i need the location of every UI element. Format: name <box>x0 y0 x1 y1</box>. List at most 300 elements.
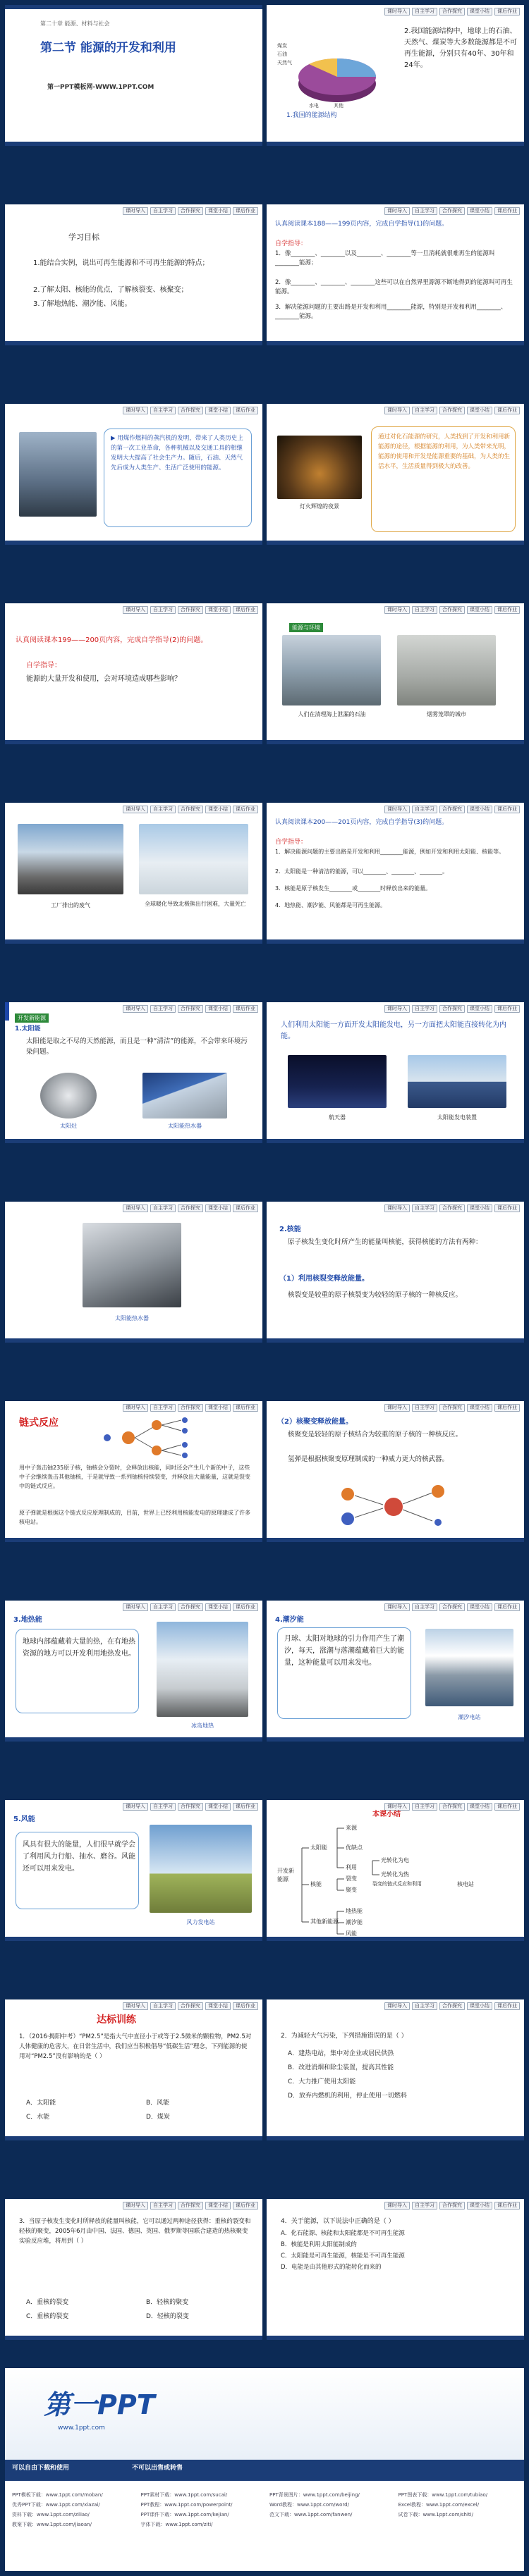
slide-24 <box>267 2199 524 2340</box>
solar-text: 太阳能是取之不尽的天然能源，而且是一种“清洁”的能源，不会带来环境污染问题。 <box>26 1037 248 1056</box>
footer-links <box>12 2491 520 2528</box>
nav-item[interactable]: 合作探究 <box>178 1603 203 1611</box>
nav-item[interactable]: 课时导入 <box>384 407 410 414</box>
solar-heading: 1.太阳能 <box>15 1025 41 1033</box>
nav-item[interactable]: 课时导入 <box>123 1603 148 1611</box>
option[interactable]: A．太阳能 <box>26 2100 56 2107</box>
nav-item[interactable]: 课堂小结 <box>467 2202 492 2210</box>
slide-21 <box>5 1999 262 2140</box>
bottom-bar <box>5 2136 262 2140</box>
nav-item[interactable]: 课时导入 <box>123 1005 148 1013</box>
nav-item[interactable]: 自主学习 <box>150 2002 176 2010</box>
nav-item[interactable]: 自主学习 <box>412 806 437 813</box>
geothermal-text: 地球内部蕴藏着大量的热，在有地热资源的地方可以开发利用地热发电。 <box>23 1638 135 1658</box>
wind-farm-caption: 风力发电站 <box>186 1919 215 1925</box>
option[interactable]: C．水能 <box>26 2114 50 2121</box>
oil-spill-caption: 人们在清理海上泄漏的石油 <box>298 711 366 717</box>
nav-item[interactable]: 课后作业 <box>494 2002 520 2010</box>
nav-item[interactable]: 课时导入 <box>384 2202 410 2210</box>
option[interactable]: B．改进消烟和除尘装置，提高其性能 <box>288 2064 394 2071</box>
pie-label: 其他 <box>334 103 343 109</box>
nav-item[interactable]: 自主学习 <box>412 207 437 215</box>
objective-item: 1.能结合实例，说出可再生能源和不可再生能源的特点； <box>33 259 209 267</box>
footer-notice: 可以自由下载和使用 <box>12 2465 70 2472</box>
nav-item[interactable]: 课堂小结 <box>467 1603 492 1611</box>
bottom-bar <box>267 1338 524 1343</box>
nav-item[interactable]: 合作探究 <box>178 806 203 813</box>
nav-item[interactable]: 合作探究 <box>439 2202 465 2210</box>
question-text: 4．关于能源，以下说法中正确的是（ ） <box>281 2218 395 2225</box>
bottom-bar <box>267 541 524 545</box>
objectives-heading: 学习目标 <box>68 233 99 242</box>
nav-item[interactable]: 课堂小结 <box>205 1803 231 1811</box>
reading-instruction: 认真阅读课本188——199页内容，完成自学指导(1)的问题。 <box>275 221 449 228</box>
nav-item[interactable]: 自主学习 <box>150 1404 176 1412</box>
solar-heater-caption: 太阳能热水器 <box>168 1123 202 1129</box>
wind-farm-image <box>150 1825 252 1913</box>
nav-item[interactable]: 课后作业 <box>233 1005 258 1013</box>
option[interactable]: C．太阳能是可再生能源，核能是不可再生能源 <box>281 2253 405 2260</box>
tree-leaf: 地热能 <box>346 1908 363 1914</box>
nav-bar <box>123 207 258 215</box>
bottom-bar <box>5 1737 262 1742</box>
tidal-station-caption: 潮汐电站 <box>458 1714 481 1720</box>
nav-item[interactable]: 课后作业 <box>494 207 520 215</box>
pie-label: 石油 <box>277 51 287 57</box>
tree-leaf: 核电站 <box>457 1881 474 1887</box>
nav-item[interactable]: 自主学习 <box>150 407 176 414</box>
geyser-caption: 冰岛地热 <box>191 1723 214 1729</box>
footer-link[interactable]: 范文下载：www.1ppt.com/fanwen/ <box>269 2512 353 2518</box>
bottom-bar <box>267 2136 524 2140</box>
slide-12 <box>267 1002 524 1143</box>
guide-label: 自学指导： <box>275 240 308 247</box>
wind-text: 风具有很大的能量，人们很早就学会了利用风力行船、抽水、磨谷。风能还可以用来发电。 <box>23 1841 135 1873</box>
nav-item[interactable]: 课时导入 <box>384 1404 410 1412</box>
pie-label: 天然气 <box>277 60 292 66</box>
energy-pie-chart <box>274 26 401 125</box>
nav-bar <box>384 606 520 614</box>
slide-16 <box>267 1401 524 1542</box>
polar-bear-caption: 全球暖化导致北极熊出行困难，大量死亡 <box>145 901 246 907</box>
footer-link[interactable]: PPT模板下载：www.1ppt.com/moban/ <box>12 2492 103 2498</box>
nav-item[interactable]: 课堂小结 <box>205 2202 231 2210</box>
factory-exhaust-caption: 工厂排出的废气 <box>51 902 90 908</box>
guide-question: 能源的大量开发和使用，会对环境造成哪些影响？ <box>26 675 181 683</box>
nav-bar <box>123 806 258 813</box>
nav-item[interactable]: 课时导入 <box>123 1204 148 1212</box>
spacecraft-image <box>288 1055 387 1108</box>
nav-item[interactable]: 自主学习 <box>412 2202 437 2210</box>
nav-item[interactable]: 课后作业 <box>494 1803 520 1811</box>
nav-item[interactable]: 课后作业 <box>494 407 520 414</box>
nav-item[interactable]: 课后作业 <box>494 2202 520 2210</box>
nav-item[interactable]: 课时导入 <box>384 1204 410 1212</box>
tree-root: 开发新能源 <box>277 1868 294 1882</box>
option[interactable]: A．化石能源、核能和太阳能都是不可再生能源 <box>281 2230 405 2237</box>
nav-item[interactable]: 合作探究 <box>439 2002 465 2010</box>
footer-link[interactable]: PPT教程：www.1ppt.com/powerpoint/ <box>140 2502 233 2508</box>
top-bar <box>5 5 262 9</box>
slide-22 <box>267 1999 524 2140</box>
footer-link[interactable]: PPT课件下载：www.1ppt.com/kejian/ <box>140 2512 229 2518</box>
nav-item[interactable]: 合作探究 <box>178 1803 203 1811</box>
tree-leaf: 潮汐能 <box>346 1919 363 1925</box>
guide-item: 2．太阳能是一种清洁的能源，可以________、________、________。 <box>275 868 449 875</box>
tree-leaf: 来源 <box>346 1825 357 1831</box>
nav-item[interactable]: 课堂小结 <box>205 606 231 614</box>
slide-10 <box>267 803 524 944</box>
slide-4 <box>267 204 524 345</box>
option[interactable]: A．建热电站，集中对企业或居民供热 <box>288 2050 394 2057</box>
solar-use-text: 人们利用太阳能一方面开发太阳能发电，另一方面把太阳能直接转化为内能。 <box>281 1021 506 1040</box>
question-text: 1．（2016·揭阳中考）“PM2.5”是指大气中直径小于或等于2.5微米的颗粒物，PM2.5对人体健康的危害大，在日常生活中，我们应当积极倡导“低碳生活”理念，下列能源的使用对“PM2.5”没有影响的是（ ） <box>19 2033 252 2060</box>
bottom-bar <box>5 1139 262 1143</box>
factory-smoke-image <box>19 432 97 517</box>
nav-item[interactable]: 课堂小结 <box>205 407 231 414</box>
nav-item[interactable]: 课后作业 <box>233 1603 258 1611</box>
nav-item[interactable]: 课时导入 <box>384 207 410 215</box>
footer-link[interactable]: 优秀PPT下载：www.1ppt.com/xiazai/ <box>12 2502 100 2508</box>
tree-leaf: 风能 <box>346 1930 357 1937</box>
nav-item[interactable]: 自主学习 <box>412 1603 437 1611</box>
bottom-bar <box>5 939 262 944</box>
nuclear-text: 原子核发生变化时所产生的能量叫核能，获得核能的方法有两种： <box>288 1238 482 1246</box>
nav-item[interactable]: 自主学习 <box>150 1803 176 1811</box>
footer-link[interactable]: Word教程：www.1ppt.com/word/ <box>269 2502 349 2508</box>
nav-bar <box>384 806 520 813</box>
nav-item[interactable]: 合作探究 <box>439 1005 465 1013</box>
guide-item: 2．像________、________、________这些可以在自然界里源源不断地得到的能源叫可再生能源。 <box>275 279 513 295</box>
brand-text: 第一PPT模板网-WWW.1PPT.COM <box>47 84 154 91</box>
nav-item[interactable]: 课时导入 <box>384 1803 410 1811</box>
bottom-bar <box>267 939 524 944</box>
slide-20 <box>267 1800 524 1941</box>
nav-item[interactable]: 课时导入 <box>384 806 410 813</box>
option[interactable]: C．重核的裂变 <box>26 2313 69 2320</box>
nav-item[interactable]: 课时导入 <box>123 806 148 813</box>
solar-water-heater-caption: 太阳能热水器 <box>115 1315 149 1321</box>
slide-17 <box>5 1601 262 1742</box>
pie-label: 水电 <box>309 103 319 109</box>
nav-item[interactable]: 课后作业 <box>233 207 258 215</box>
nav-item[interactable]: 自主学习 <box>150 1204 176 1212</box>
nav-item[interactable]: 自主学习 <box>150 606 176 614</box>
slide-3 <box>5 204 262 345</box>
tree-node-other: 其他新能源 <box>310 1918 339 1925</box>
slide-14 <box>267 1202 524 1343</box>
nav-item[interactable]: 自主学习 <box>412 2002 437 2010</box>
nav-bar <box>384 1603 520 1611</box>
slide-7 <box>5 603 262 744</box>
tidal-text: 月球、太阳对地球的引力作用产生了潮汐，每天，涨潮与落潮蕴藏着巨大的能量，这种能量可以用来发电。 <box>284 1635 404 1667</box>
footer-link[interactable]: PPT素材下载：www.1ppt.com/sucai/ <box>140 2492 228 2498</box>
nav-bar <box>384 1204 520 1212</box>
nav-item[interactable]: 课堂小结 <box>205 1204 231 1212</box>
question-text: 3．当原子核发生变化时所释放的能量叫核能，它可以通过两种途径获得：重核的裂变和轻核的聚变，2005年6月由中国、法国、德国、英国、俄罗斯等国联合建造的热核聚变实验反应堆，将用到（ ） <box>19 2218 251 2245</box>
footer-url[interactable]: www.1ppt.com <box>58 2424 105 2432</box>
bottom-bar <box>267 740 524 744</box>
oil-spill-image <box>282 635 381 705</box>
slide-15 <box>5 1401 262 1542</box>
bottom-bar <box>5 740 262 744</box>
nav-bar <box>123 1603 258 1611</box>
option[interactable]: D．放弃内燃机的利用，停止使用一切燃料 <box>288 2093 407 2100</box>
nav-item[interactable]: 课后作业 <box>494 1005 520 1013</box>
nav-item[interactable]: 合作探究 <box>439 1204 465 1212</box>
footer-panel <box>5 2368 524 2571</box>
nav-item[interactable]: 课时导入 <box>123 1404 148 1412</box>
footer-link[interactable]: PPT背景图片：www.1ppt.com/beijing/ <box>269 2492 360 2498</box>
nav-bar <box>123 2202 258 2210</box>
slide-8 <box>267 603 524 744</box>
nav-item[interactable]: 自主学习 <box>412 1803 437 1811</box>
nav-item[interactable]: 课后作业 <box>233 806 258 813</box>
nav-item[interactable]: 自主学习 <box>150 806 176 813</box>
nav-item[interactable]: 课后作业 <box>233 1204 258 1212</box>
nav-item[interactable]: 课时导入 <box>384 8 410 16</box>
nav-item[interactable]: 自主学习 <box>412 1005 437 1013</box>
nav-item[interactable]: 合作探究 <box>178 1404 203 1412</box>
bottom-bar <box>5 1937 262 1941</box>
objective-item: 2.了解太阳、核能的优点，了解核裂变、核聚变； <box>33 286 188 294</box>
nav-item[interactable]: 课时导入 <box>123 606 148 614</box>
footer-link[interactable]: 试卷下载：www.1ppt.com/shiti/ <box>398 2512 473 2518</box>
bottom-bar <box>267 142 524 146</box>
tree-leaf: 利用 <box>346 1864 357 1871</box>
guide-item: 1．解决能源问题的主要出路是开发和利用________能源，例如开发和利用太阳能、核能等。 <box>275 849 505 855</box>
nav-item[interactable]: 课后作业 <box>494 1404 520 1412</box>
pie-label: 煤炭 <box>277 43 287 49</box>
bottom-bar <box>267 1937 524 1941</box>
footer-logo: 第一PPT <box>44 2389 155 2420</box>
nav-bar <box>384 1005 520 1013</box>
energy-structure-text: 2.我国能源结构中，地球上的石油、天然气、煤炭等大多数能源都是不可再生能源，分别只有40年、30年和24年。 <box>404 27 517 69</box>
nav-item[interactable]: 课堂小结 <box>467 1404 492 1412</box>
atomic-bomb-text: 原子弹就是根据这个链式反应原理制成的，目前，世界上已经利用核能发电的原理建成了许多核电站。 <box>19 1510 250 1525</box>
tidal-heading: 4.潮汐能 <box>275 1616 304 1624</box>
nav-item[interactable]: 课时导入 <box>384 606 410 614</box>
chain-reaction-heading: 链式反应 <box>19 1417 59 1429</box>
solar-cooker-caption: 太阳灶 <box>60 1123 77 1129</box>
slide-11 <box>5 1002 262 1143</box>
nav-bar <box>123 1803 258 1811</box>
nav-item[interactable]: 课时导入 <box>384 1603 410 1611</box>
nav-bar <box>384 8 520 16</box>
fusion-text: 核聚变是较轻的原子核结合为较重的原子核的一种核反应。 <box>288 1431 463 1438</box>
nav-item[interactable]: 自主学习 <box>150 2202 176 2210</box>
bottom-bar <box>5 541 262 545</box>
footer-link[interactable]: PPT图表下载：www.1ppt.com/tubiao/ <box>398 2492 488 2498</box>
nav-item[interactable]: 课堂小结 <box>205 2002 231 2010</box>
option[interactable]: B．核能是利用太阳能制成的 <box>281 2241 357 2248</box>
nav-bar <box>123 1404 258 1412</box>
question-text: 2．为减轻大气污染，下列措施错误的是（ ） <box>281 2033 408 2040</box>
footer-link[interactable]: 字体下载：www.1ppt.com/ziti/ <box>140 2522 213 2527</box>
slide-1 <box>5 5 262 146</box>
wind-heading: 5.风能 <box>13 1816 35 1823</box>
slide-2 <box>267 5 524 146</box>
nav-bar <box>384 1803 520 1811</box>
nav-item[interactable]: 合作探究 <box>439 806 465 813</box>
solar-heater-image <box>142 1073 227 1118</box>
nav-item[interactable]: 合作探究 <box>178 407 203 414</box>
factory-exhaust-image <box>18 824 123 894</box>
guide-item: 1．像________、________以及________、________等一旦消耗就很难再生的能源叫________能源； <box>275 250 495 266</box>
reading-instruction: 认真阅读课本200——201页内容，完成自学指导(3)的问题。 <box>275 819 449 826</box>
guide-label: 自学指导： <box>275 839 308 846</box>
nav-item[interactable]: 课堂小结 <box>467 1204 492 1212</box>
nav-item[interactable]: 课堂小结 <box>467 207 492 215</box>
nav-item[interactable]: 课后作业 <box>233 2202 258 2210</box>
nav-item[interactable]: 合作探究 <box>439 1603 465 1611</box>
nav-item[interactable]: 自主学习 <box>412 1404 437 1412</box>
nav-item[interactable]: 课堂小结 <box>467 2002 492 2010</box>
nav-item[interactable]: 合作探究 <box>439 606 465 614</box>
nav-bar <box>384 2202 520 2210</box>
option[interactable]: A．重核的裂变 <box>26 2299 69 2306</box>
spacecraft-caption: 航天器 <box>329 1114 346 1121</box>
slide-19 <box>5 1800 262 1941</box>
nav-item[interactable]: 课堂小结 <box>205 806 231 813</box>
solar-cooker-image <box>40 1073 97 1118</box>
nav-item[interactable]: 合作探究 <box>439 1404 465 1412</box>
tree-leaf: 聚变 <box>346 1887 357 1893</box>
nav-item[interactable]: 合作探究 <box>178 1005 203 1013</box>
option[interactable]: D．电能是由其他形式的能转化而来的 <box>281 2264 382 2271</box>
nav-item[interactable]: 课堂小结 <box>467 1005 492 1013</box>
nav-bar <box>384 207 520 215</box>
option[interactable]: B．轻核的聚变 <box>146 2299 189 2306</box>
tree-leaf: 光转化为热 <box>381 1871 409 1878</box>
nav-item[interactable]: 自主学习 <box>412 606 437 614</box>
nav-item[interactable]: 课堂小结 <box>467 606 492 614</box>
nav-item[interactable]: 课时导入 <box>123 407 148 414</box>
nav-bar <box>384 1404 520 1412</box>
option[interactable]: B．风能 <box>146 2100 170 2107</box>
nav-item[interactable]: 课堂小结 <box>467 1803 492 1811</box>
bottom-bar <box>5 1538 262 1542</box>
nav-item[interactable]: 合作探究 <box>439 407 465 414</box>
nav-item[interactable]: 课时导入 <box>384 1005 410 1013</box>
chapter-title: 第二十章 能源、材料与社会 <box>40 20 110 27</box>
bottom-bar <box>5 1338 262 1343</box>
nav-item[interactable]: 合作探究 <box>178 606 203 614</box>
nav-item[interactable]: 课后作业 <box>233 1803 258 1811</box>
slide-5 <box>5 404 262 545</box>
nav-item[interactable]: 合作探究 <box>178 2002 203 2010</box>
slide-18 <box>267 1601 524 1742</box>
nav-item[interactable]: 课堂小结 <box>205 1404 231 1412</box>
nav-item[interactable]: 课时导入 <box>123 1803 148 1811</box>
pie-caption: 1.我国的能源结构 <box>286 112 337 119</box>
nav-item[interactable]: 合作探究 <box>439 207 465 215</box>
nav-item[interactable]: 课时导入 <box>384 2002 410 2010</box>
new-energy-text: 通过对化石能源的研究，人类找到了开发和利用新能源的途径，根据能源的利用，为人类带来光明，能源的使用和开发是能源重要的基础，为人类的生活水平，生活质量得到极大的改善。 <box>378 433 511 470</box>
nav-item[interactable]: 课后作业 <box>233 2002 258 2010</box>
nav-item[interactable]: 课时导入 <box>123 207 148 215</box>
nav-item[interactable]: 课时导入 <box>123 2002 148 2010</box>
nav-bar <box>123 606 258 614</box>
option[interactable]: D．煤炭 <box>146 2114 170 2121</box>
nav-item[interactable]: 课堂小结 <box>205 1005 231 1013</box>
nav-item[interactable]: 自主学习 <box>412 8 437 16</box>
slide-6 <box>267 404 524 545</box>
night-city-image <box>277 436 362 499</box>
bottom-bar <box>267 1737 524 1742</box>
nav-item[interactable]: 课后作业 <box>494 606 520 614</box>
hydrogen-bomb-text: 氢弹是根据核聚变原理制成的一种威力更大的核武器。 <box>288 1455 449 1463</box>
nav-item[interactable]: 自主学习 <box>412 407 437 414</box>
nav-item[interactable]: 合作探究 <box>439 8 465 16</box>
nav-item[interactable]: 课时导入 <box>123 2202 148 2210</box>
nav-bar <box>123 2002 258 2010</box>
bottom-bar <box>267 2336 524 2340</box>
nuclear-heading: 2.核能 <box>279 1226 301 1233</box>
guide-label: 自学指导： <box>26 662 61 670</box>
objective-item: 3.了解地热能、潮汐能、风能。 <box>33 300 132 308</box>
nav-item[interactable]: 合作探究 <box>178 1204 203 1212</box>
nav-item[interactable]: 课后作业 <box>494 1204 520 1212</box>
nav-item[interactable]: 课堂小结 <box>467 407 492 414</box>
slide-23 <box>5 2199 262 2340</box>
steam-engine-text: ▶ 用煤作燃料的蒸汽机的发明，带来了人类历史上的第一次工业革命，各种机械以及交通工具的相继发明大大提高了社会生产力。随后，石油、天然气先后成为人类生产、生活广泛使用的能源。 <box>111 435 243 472</box>
nav-item[interactable]: 自主学习 <box>412 1204 437 1212</box>
nav-item[interactable]: 课后作业 <box>494 1603 520 1611</box>
nav-item[interactable]: 课堂小结 <box>205 207 231 215</box>
option[interactable]: C．大力推广使用太阳能 <box>288 2078 356 2085</box>
nav-bar <box>123 1204 258 1212</box>
nav-item[interactable]: 课堂小结 <box>467 806 492 813</box>
bottom-bar <box>5 142 262 146</box>
footer-notice: 不可以出售或转售 <box>132 2465 183 2472</box>
option[interactable]: D．轻核的裂变 <box>146 2313 189 2320</box>
nav-item[interactable]: 自主学习 <box>150 207 176 215</box>
bottom-bar <box>267 1538 524 1542</box>
nav-bar <box>384 2002 520 2010</box>
nav-item[interactable]: 合作探究 <box>178 207 203 215</box>
nav-bar <box>123 1005 258 1013</box>
bottom-bar <box>5 341 262 345</box>
nav-item[interactable]: 课后作业 <box>494 8 520 16</box>
nav-item[interactable]: 合作探究 <box>439 1803 465 1811</box>
nav-item[interactable]: 课后作业 <box>233 1404 258 1412</box>
nav-item[interactable]: 课后作业 <box>494 806 520 813</box>
fission-heading: （1）利用核裂变释放能量。 <box>279 1275 369 1283</box>
smog-city-caption: 烟雾笼罩的城市 <box>427 711 466 717</box>
lesson-title: 第二节 能源的开发和利用 <box>40 41 176 55</box>
footer-link[interactable]: 资料下载：www.1ppt.com/ziliao/ <box>12 2512 90 2518</box>
slide-13 <box>5 1202 262 1343</box>
nav-item[interactable]: 课堂小结 <box>205 1603 231 1611</box>
footer-notice-bar <box>5 2460 524 2481</box>
footer-link[interactable]: 教案下载：www.1ppt.com/jiaoan/ <box>12 2522 92 2527</box>
nav-item[interactable]: 自主学习 <box>150 1005 176 1013</box>
tree-node-solar: 太阳能 <box>310 1844 327 1851</box>
section-marker <box>5 1002 9 1021</box>
bottom-bar <box>267 1139 524 1143</box>
nav-item[interactable]: 课堂小结 <box>467 8 492 16</box>
solar-water-heater-image <box>83 1223 181 1307</box>
tree-leaf: 裂变 <box>346 1875 357 1882</box>
practice-heading: 达标训练 <box>97 2014 136 2026</box>
nav-item[interactable]: 课后作业 <box>233 407 258 414</box>
nav-item[interactable]: 自主学习 <box>150 1603 176 1611</box>
nav-item[interactable]: 合作探究 <box>178 2202 203 2210</box>
nav-item[interactable]: 课后作业 <box>233 606 258 614</box>
footer-link[interactable]: Excel教程：www.1ppt.com/excel/ <box>398 2502 480 2508</box>
polar-bear-image <box>139 824 248 894</box>
